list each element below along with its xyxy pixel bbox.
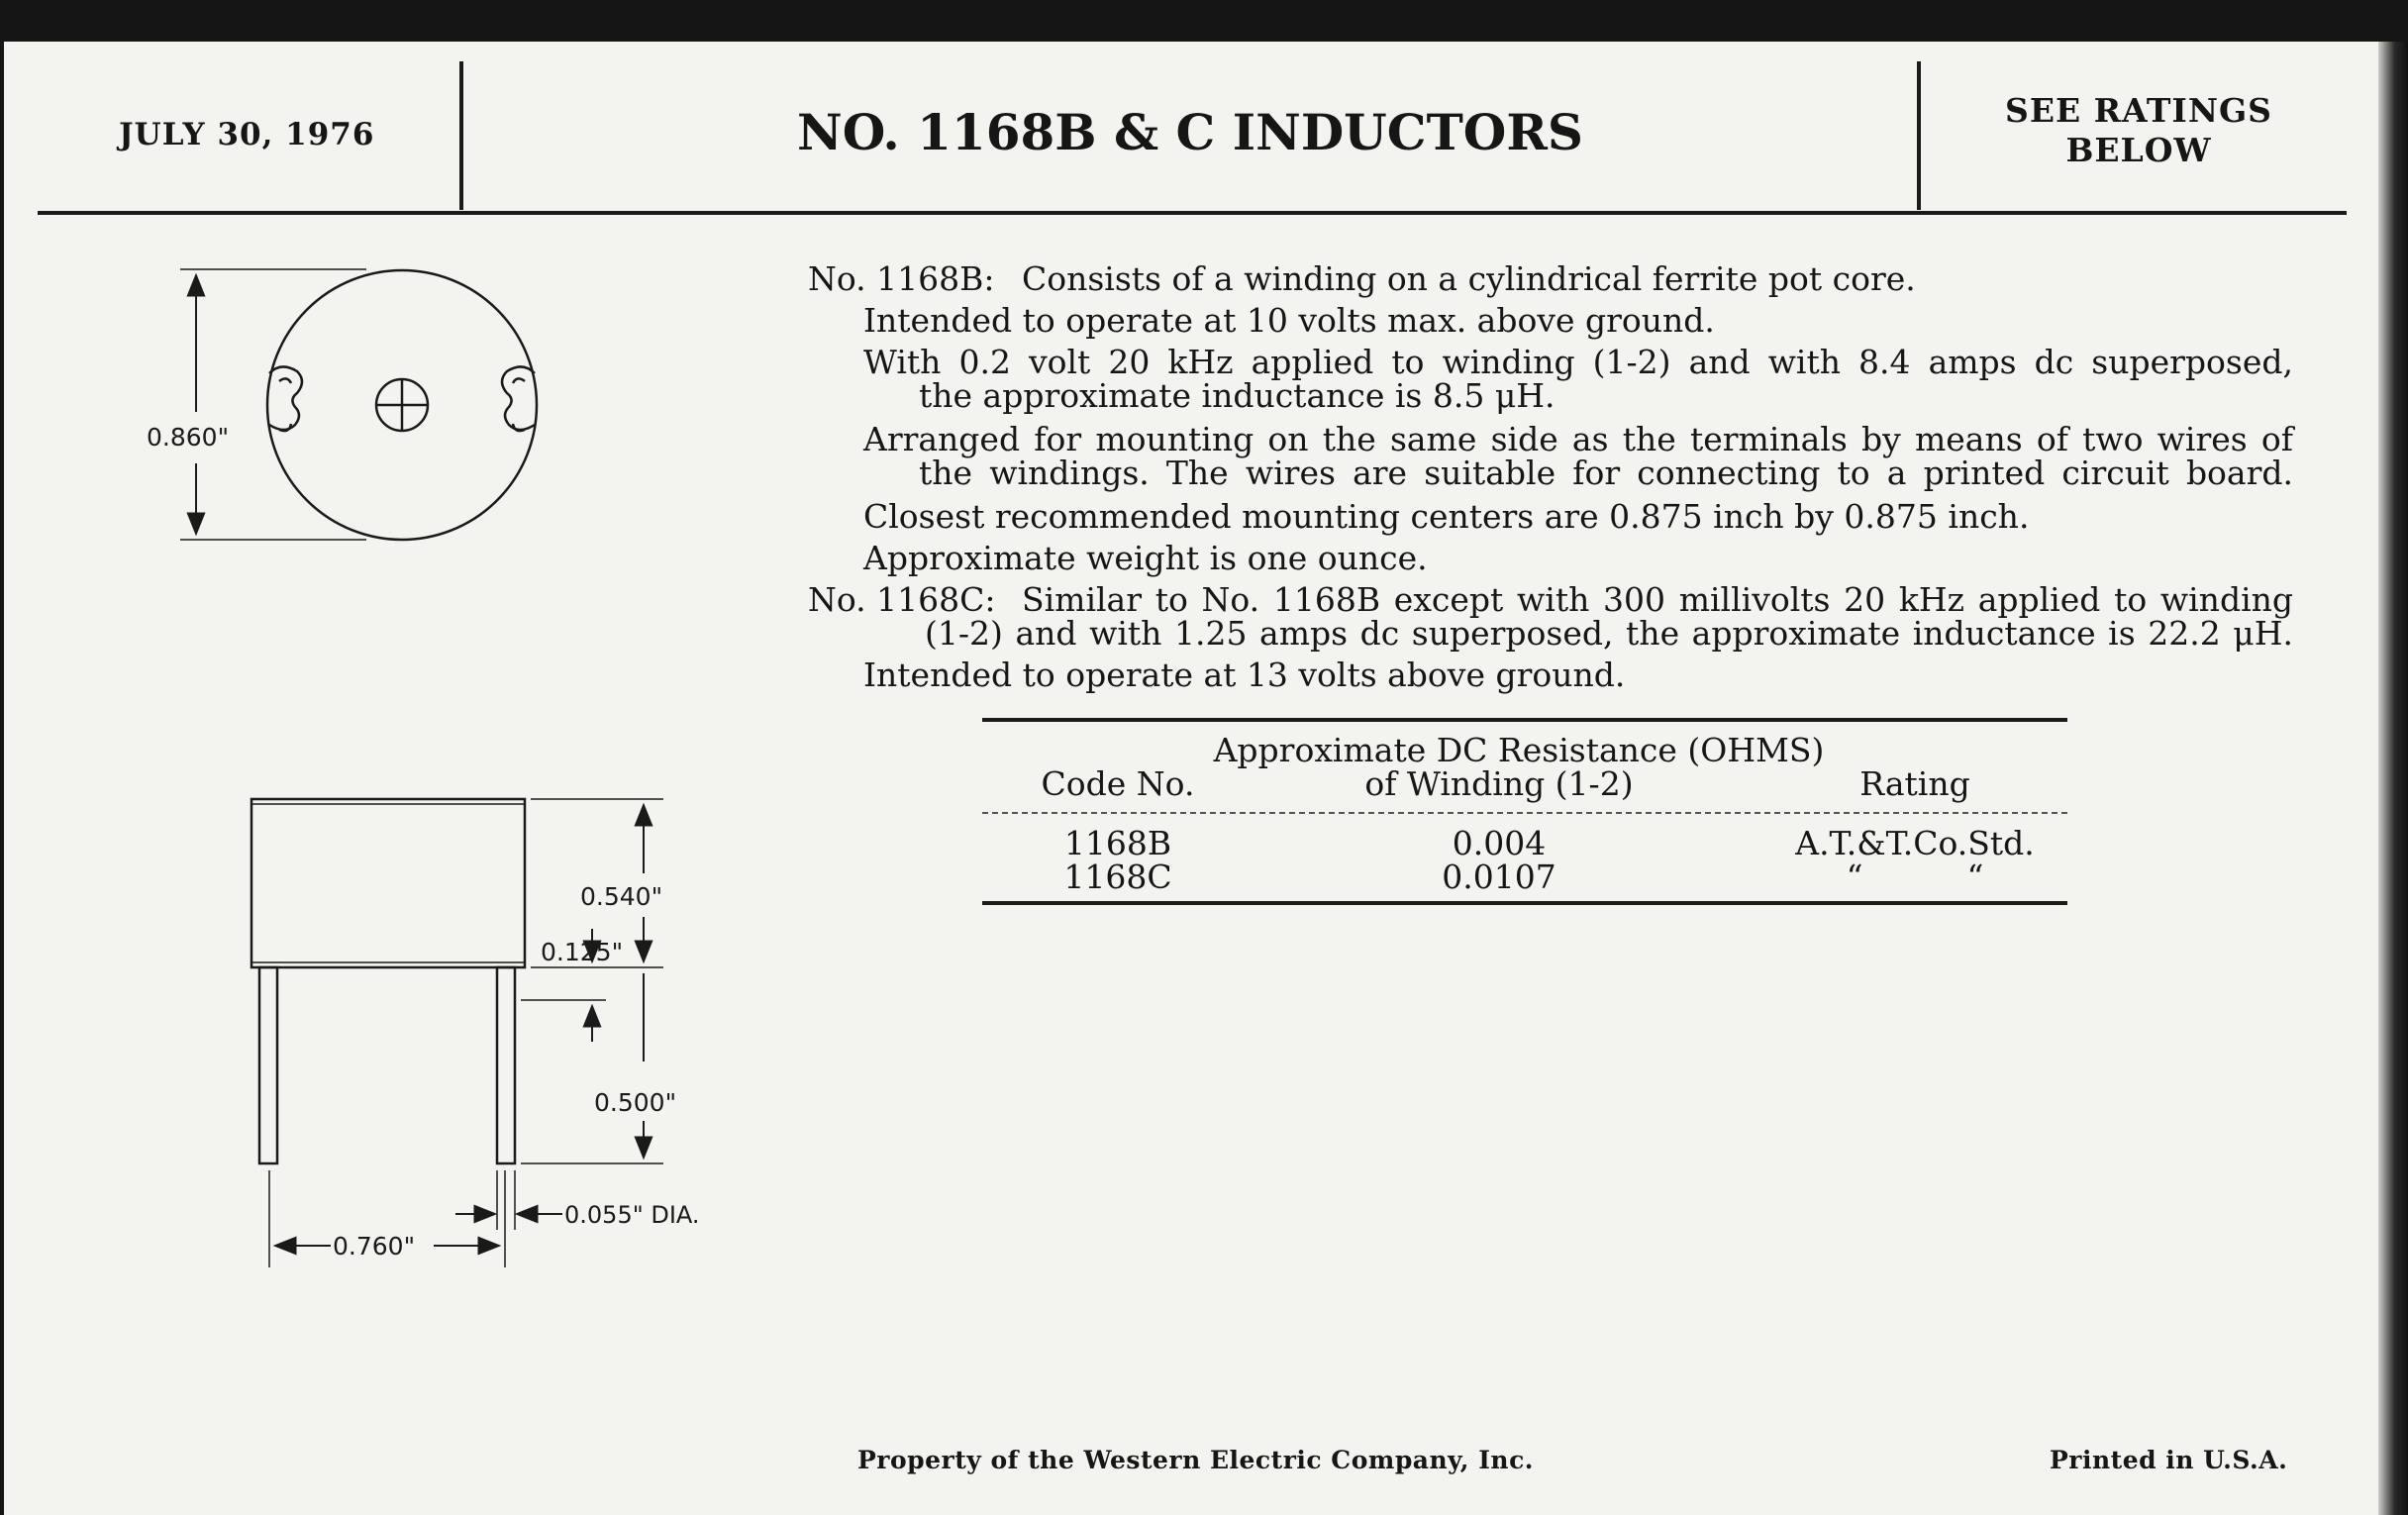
terminal-left-icon [269,366,302,431]
lead-left [259,967,277,1163]
table-header-rating: Rating [1859,764,1970,803]
table-row-2-rating: “ “ [1846,858,1984,896]
ratings-line-1: SEE RATINGS [2004,91,2273,130]
table-row-2-code: 1168C [1063,858,1172,896]
footer-printed: Printed in U.S.A. [2050,1446,2288,1474]
table-row-1-code: 1168B [1063,824,1172,862]
top-view-drawing [180,269,537,540]
document-sheet [4,42,2378,1515]
c-label: No. 1168C: [808,580,996,619]
technical-drawing [4,42,2378,1515]
dim-lead-length: 0.500" [594,1088,677,1117]
b-line-4b: the windings. The wires are suitable for connecting to a printed circuit board. [919,454,2293,492]
b-line-6: Approximate weight is one ounce. [863,539,1428,577]
b-line-5: Closest recommended mounting centers are 0.875 inch by 0.875 inch. [863,497,2030,536]
page-title: NO. 1168B & C INDUCTORS [797,103,1583,161]
table-row-1-rating: A.T.&T.Co.Std. [1795,824,2035,862]
table-header-code: Code No. [1041,764,1195,803]
table-row-1-resistance: 0.004 [1452,824,1547,862]
b-line-3b: the approximate inductance is 8.5 μH. [919,376,1555,415]
dim-lead-spacing: 0.760" [333,1232,416,1261]
dim-standoff: 0.125" [541,938,624,966]
header-date: JULY 30, 1976 [119,117,375,152]
b-line-4a: Arranged for mounting on the same side as the terminals by means of two wires of [863,420,2293,458]
b-line-3a: With 0.2 volt 20 kHz applied to winding (1-2) and with 8.4 amps dc superposed, [863,343,2293,381]
terminal-right-icon [502,366,535,431]
b-line-2: Intended to operate at 10 volts max. above ground. [863,301,1715,340]
ratings-line-2: BELOW [2065,131,2212,169]
dim-lead-dia: 0.055" DIA. [564,1201,700,1229]
b-line-1: Consists of a winding on a cylindrical ferrite pot core. [1022,259,1916,298]
c-line-2: Intended to operate at 13 volts above ground. [863,656,1626,694]
lead-right [497,967,515,1163]
dim-height: 0.540" [580,882,663,911]
c-line-1b: (1-2) and with 1.25 amps dc superposed, the approximate inductance is 22.2 μH. [925,614,2293,653]
side-view-drawing [251,799,663,1267]
footer-property: Property of the Western Electric Company, Inc. [857,1446,1535,1474]
scan-edge [2378,42,2408,1515]
c-line-1a: Similar to No. 1168B except with 300 millivolts 20 kHz applied to winding [1022,580,2293,619]
table-header-resistance-1: Approximate DC Resistance (OHMS) [1213,731,1825,769]
table-header-resistance-2: of Winding (1-2) [1364,764,1634,803]
b-label: No. 1168B: [808,259,995,298]
inductor-body [251,799,525,967]
table-row-2-resistance: 0.0107 [1442,858,1556,896]
dim-diameter: 0.860" [147,423,230,452]
